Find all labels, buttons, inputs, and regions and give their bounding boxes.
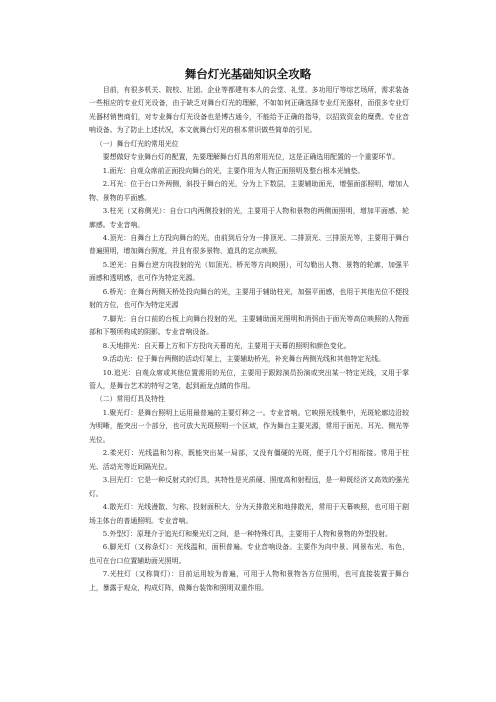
- section-intro-paragraph: 要想做好专业舞台灯的配置，先要理解舞台灯具的常用光位，这是正确选用配置的一个重要环节。: [102, 153, 400, 162]
- section-heading: （一）舞台灯光的常用光位: [95, 139, 179, 148]
- list-item: 2.柔光灯：光线温和匀称，既能突出某一局部，又没有僵硬的光斑，便于几个灯相衔接。常用于柱光、活动光等近间隔光位。: [89, 449, 409, 471]
- list-item: 6.桥光：在舞台两侧天桥处投向舞台的光，主要用于辅助柱光，加强平面感，也用于其他光位不便投射的方位，也可作为特定光源: [89, 287, 409, 310]
- list-item: 2.耳光：位于台口外两侧，斜投于舞台的光，分为上下数层，主要辅助面光，增强面部照明，增加人物、景物的平面感。: [89, 180, 409, 202]
- list-item: 7.脚光：自台口前的台板上向舞台投射的光，主要辅助面光照明和消弭由于面光等高位映照的人物面部和下颚所构成的阴影。专业音响设备。: [89, 314, 409, 337]
- list-item: 5.外型灯：原理介于追光灯和聚光灯之间，是一种特殊灯具，主要用于人物和景物的外型投射。: [102, 529, 392, 538]
- list-item: 3.回光灯：它是一种反射式的灯具，其特性是光质硬、照度高和射程远，是一种既经济又高效的强光灯。: [89, 476, 409, 498]
- list-item: 10.追光：自观众席或其他位置需用的光位，主要用于跟踪演员扮演或突出某一特定光线，又用于掌管人，是舞台艺术的特写之笔，起到画龙点睛的作用。: [89, 368, 409, 390]
- list-item: 7.光柱灯（又称筒灯）：目前运用较为普遍，可用于人物和景物各方位照明，也可直接装置于舞台上，暴露于观众，构成灯阵，做舞台装饰和照明双重作用。: [89, 570, 409, 592]
- list-item: 1.面光：自观众席前正面投向舞台的光，主要作用为人物正面照明及整台根本光铺垫。: [102, 166, 365, 175]
- list-item: 5.逆光：自舞台逆方向投射的光（如顶光、桥光等方向映照），可勾勒出人物、景物的轮廓，加强平面感和透明感，也可作为特定光源。: [89, 260, 409, 283]
- list-item: 4.散光灯：光线漫散、匀称、投射面积大，分为天排散光和地排散光，常用于天幕映照，也可用于剧场主体台的普通照明。专业音响。: [89, 503, 409, 525]
- section-heading: （二）常用灯具及特性: [95, 395, 165, 404]
- list-item: 9.活动光：位于舞台两侧的活动灯架上，主要辅助桥光，补充舞台两侧光线和其他特定光线。: [102, 355, 385, 364]
- list-item: 6.脚光灯（又称条灯）：光线温和，面积普遍。专业音响设备。主要作为向中景、网景布光、布色，也可在台口位置辅助面光照明。: [89, 543, 409, 565]
- document-title: 舞台灯光基础知识全攻略: [184, 67, 312, 81]
- list-item: 4.顶光：自舞台上方投向舞台的光，由前到后分为一排顶光、二排顶光、三排顶光等，主要用于舞台普遍照明，增加舞台照度，并且有很多景物、道具的定点映照。: [89, 233, 409, 256]
- list-item: 8.天地排光：自天幕上方和下方投向天幕的光，主要用于天幕的照明和颜色变化。: [102, 341, 351, 350]
- list-item: 1.聚光灯：是舞台照明上运用最普遍的主要灯种之一。专业音响。它映照光线集中，光斑轮廓边沿较为明晰，能突出一个部分，也可放大光斑照明一个区域，作为舞台主要光源，常用于面光、耳光、侧光等光位。: [89, 408, 409, 444]
- list-item: 3.柱光（又称侧光）：自台口内两侧投射的光，主要用于人物和景物的两侧面照明，增加平面感、轮廓感。专业音响。: [89, 207, 409, 229]
- document-body: [89, 84, 409, 595]
- intro-paragraph: 目前，有很多机关、院校、社团、企业等都建有本人的会堂、礼堂、多功用厅等综艺场所，需求装备一些相应的专业灯光设备，由于缺乏对舞台灯光的理解，不如如何正确选择专业灯光器材，而很多专业灯光器材销售商们，对专业舞台灯光设备也是博古通今，不能给予正确的指导，以招致资金的糜费。专业音响设备。为了防止上述状况，本文就舞台灯光的根本常识做些简单的引见。: [89, 86, 409, 135]
